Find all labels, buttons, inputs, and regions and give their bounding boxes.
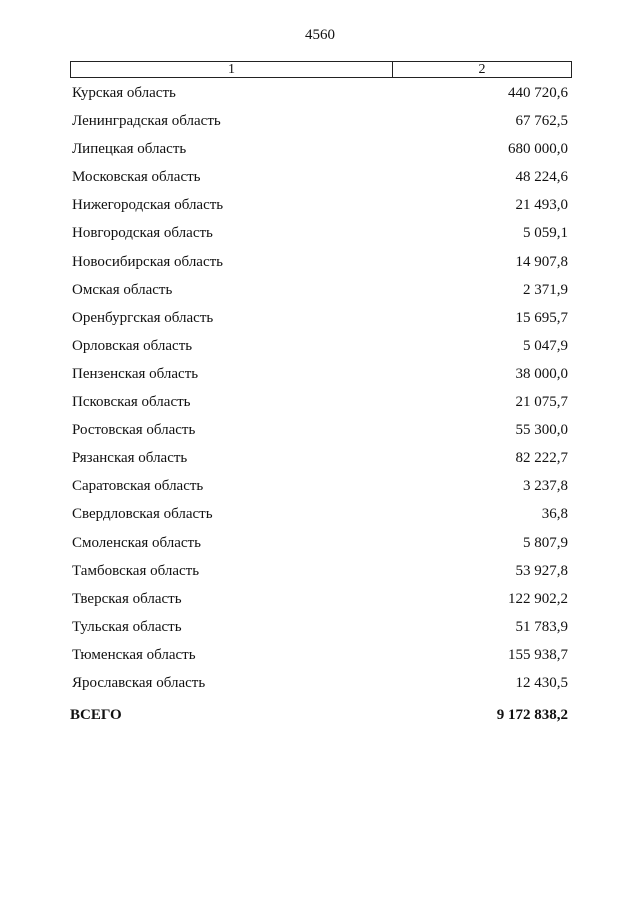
region-name: Пензенская область bbox=[72, 365, 199, 382]
region-value: 21 075,7 bbox=[515, 394, 568, 411]
region-name: Курская область bbox=[72, 85, 176, 101]
table-row bbox=[0, 617, 640, 645]
region-name: Саратовская область bbox=[72, 478, 204, 495]
region-name: Омская область bbox=[72, 281, 173, 298]
region-name: Орловская область bbox=[72, 337, 193, 354]
table-row bbox=[0, 336, 640, 364]
page-number: 4560 bbox=[305, 27, 335, 43]
region-value: 36,8 bbox=[541, 506, 568, 523]
table-row bbox=[0, 673, 640, 701]
table-row bbox=[0, 392, 640, 420]
region-value: 21 493,0 bbox=[515, 197, 568, 214]
total-value: 9 172 838,2 bbox=[496, 707, 568, 723]
region-value: 3 237,8 bbox=[523, 478, 568, 495]
region-value: 53 927,8 bbox=[515, 562, 568, 579]
region-value: 38 000,0 bbox=[515, 365, 568, 382]
region-name: Тверская область bbox=[72, 590, 182, 607]
table-body bbox=[0, 83, 640, 701]
region-value: 12 430,5 bbox=[515, 674, 568, 691]
table-row bbox=[0, 589, 640, 617]
region-name: Псковская область bbox=[72, 394, 191, 411]
column-header-2: 2 bbox=[478, 61, 486, 77]
region-name: Новгородская область bbox=[72, 225, 213, 242]
region-value: 67 762,5 bbox=[515, 113, 568, 130]
region-name: Свердловская область bbox=[72, 506, 213, 523]
region-name: Рязанская область bbox=[72, 450, 188, 467]
table-header bbox=[70, 61, 572, 78]
region-name: Нижегородская область bbox=[72, 197, 224, 214]
table-row bbox=[0, 504, 640, 532]
region-value: 5 047,9 bbox=[523, 337, 568, 354]
table-row bbox=[0, 167, 640, 195]
column-header-1: 1 bbox=[71, 62, 393, 77]
region-value: 122 902,2 bbox=[508, 590, 568, 607]
table-row bbox=[0, 139, 640, 167]
table-row bbox=[0, 364, 640, 392]
region-value: 51 783,9 bbox=[515, 618, 568, 635]
region-value: 48 224,6 bbox=[515, 169, 568, 186]
table-row bbox=[0, 223, 640, 251]
table-row bbox=[0, 111, 640, 139]
table-row bbox=[0, 645, 640, 673]
region-value: 680 000,0 bbox=[508, 141, 568, 158]
region-value: 440 720,6 bbox=[508, 85, 568, 101]
total-row bbox=[0, 705, 640, 727]
region-name: Смоленская область bbox=[72, 534, 201, 551]
region-name: Оренбургская область bbox=[72, 309, 214, 326]
region-name: Ленинградская область bbox=[72, 113, 221, 130]
table-row bbox=[0, 280, 640, 308]
region-name: Ярославская область bbox=[72, 674, 206, 691]
table-row bbox=[0, 476, 640, 504]
region-value: 155 938,7 bbox=[508, 646, 568, 663]
region-value: 5 807,9 bbox=[523, 534, 568, 551]
table-row bbox=[0, 533, 640, 561]
table-row bbox=[0, 308, 640, 336]
region-name: Московская область bbox=[72, 169, 201, 186]
region-value: 15 695,7 bbox=[515, 309, 568, 326]
region-name: Липецкая область bbox=[72, 141, 187, 158]
region-value: 82 222,7 bbox=[515, 450, 568, 467]
region-name: Тамбовская область bbox=[72, 562, 200, 579]
region-name: Тульская область bbox=[72, 618, 182, 635]
region-name: Ростовская область bbox=[72, 422, 196, 439]
region-value: 5 059,1 bbox=[523, 225, 568, 242]
table-row bbox=[0, 561, 640, 589]
table-row bbox=[0, 195, 640, 223]
table-row bbox=[0, 83, 640, 111]
total-label: ВСЕГО bbox=[70, 707, 122, 723]
table-row bbox=[0, 448, 640, 476]
region-value: 2 371,9 bbox=[523, 281, 568, 298]
region-name: Тюменская область bbox=[72, 646, 196, 663]
region-value: 14 907,8 bbox=[515, 253, 568, 270]
region-name: Новосибирская область bbox=[72, 253, 224, 270]
table-row bbox=[0, 420, 640, 448]
table-row bbox=[0, 252, 640, 280]
region-value: 55 300,0 bbox=[515, 422, 568, 439]
